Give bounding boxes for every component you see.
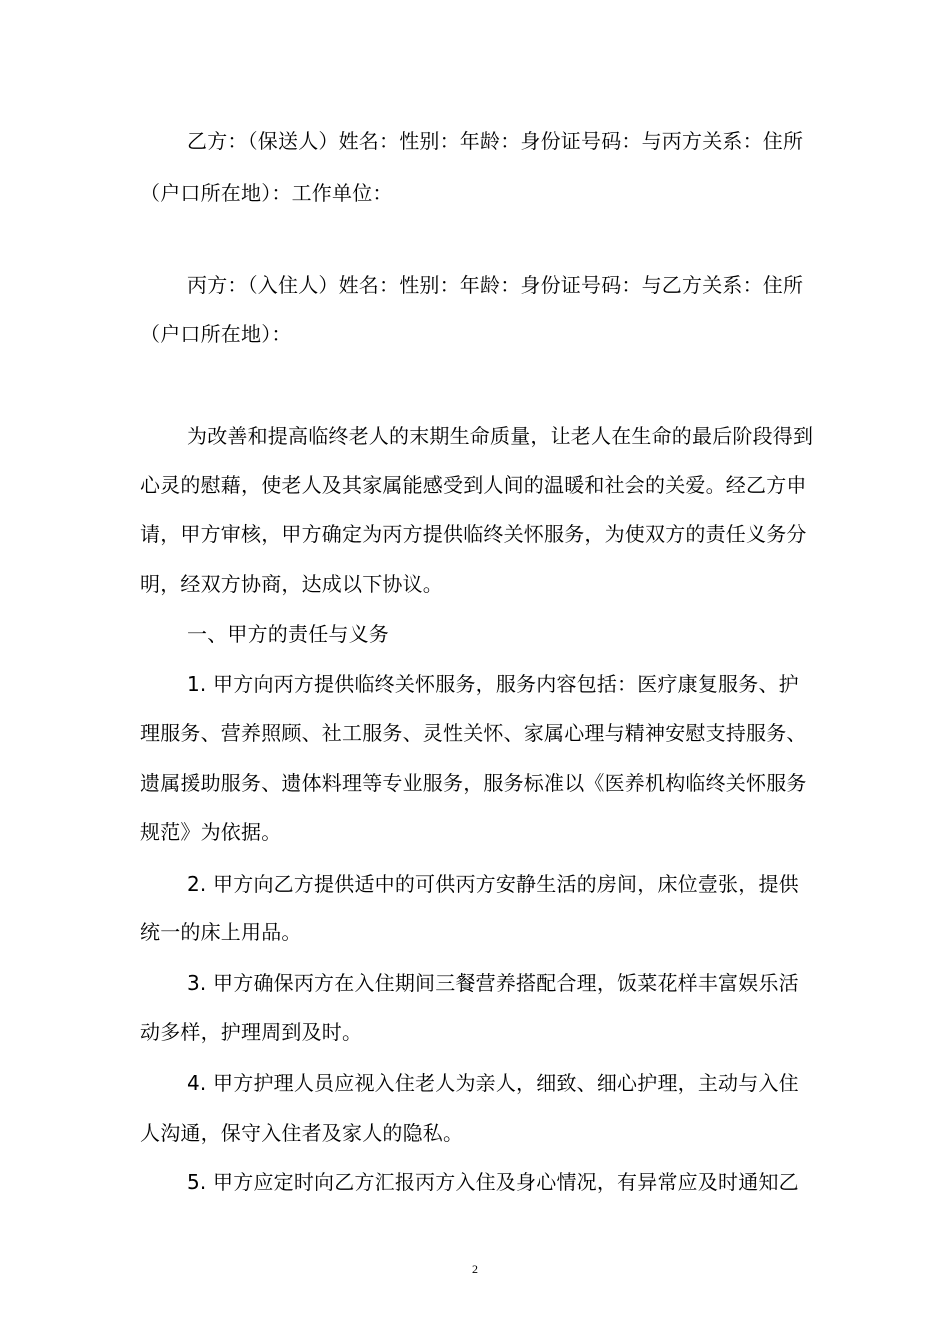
intro-line-4: 明，经双方协商，达成以下协议。 <box>140 572 443 596</box>
clause-3-line-1: 3. 甲方确保丙方在入住期间三餐营养搭配合理，饭菜花样丰富娱乐活 <box>187 971 799 995</box>
intro-line-2: 心灵的慰藉，使老人及其家属能感受到人间的温暖和社会的关爱。经乙方申 <box>140 473 807 497</box>
party-c-line-2: （户口所在地）： <box>140 322 292 346</box>
clause-1-line-3: 遗属援助服务、遗体料理等专业服务，服务标准以《医养机构临终关怀服务 <box>140 771 807 795</box>
section-1-heading: 一、甲方的责任与义务 <box>187 622 389 646</box>
clause-2-line-1: 2. 甲方向乙方提供适中的可供丙方安静生活的房间，床位壹张，提供 <box>187 872 799 896</box>
clause-4-line-1: 4. 甲方护理人员应视入住老人为亲人，细致、细心护理，主动与入住 <box>187 1071 799 1095</box>
clause-1-line-2: 理服务、营养照顾、社工服务、灵性关怀、家属心理与精神安慰支持服务、 <box>140 721 807 745</box>
intro-line-1: 为改善和提高临终老人的末期生命质量，让老人在生命的最后阶段得到 <box>187 424 814 448</box>
clause-1-line-1: 1. 甲方向丙方提供临终关怀服务，服务内容包括：医疗康复服务、护 <box>187 672 799 696</box>
clause-1-line-4: 规范》为依据。 <box>140 820 282 844</box>
intro-line-3: 请，甲方审核，甲方确定为丙方提供临终关怀服务，为使双方的责任义务分 <box>140 522 807 546</box>
page-number: 2 <box>472 1262 478 1276</box>
clause-4-line-2: 人沟通，保守入住者及家人的隐私。 <box>140 1121 464 1145</box>
clause-2-line-2: 统一的床上用品。 <box>140 920 302 944</box>
party-b-line-1: 乙方：（保送人）姓名：性别：年龄：身份证号码：与丙方关系：住所 <box>187 129 804 153</box>
party-c-line-1: 丙方：（入住人）姓名：性别：年龄：身份证号码：与乙方关系：住所 <box>187 273 804 297</box>
clause-3-line-2: 动多样，护理周到及时。 <box>140 1020 363 1044</box>
clause-5-line-1: 5. 甲方应定时向乙方汇报丙方入住及身心情况，有异常应及时通知乙 <box>187 1170 799 1194</box>
party-b-line-2: （户口所在地）：工作单位： <box>140 181 393 205</box>
